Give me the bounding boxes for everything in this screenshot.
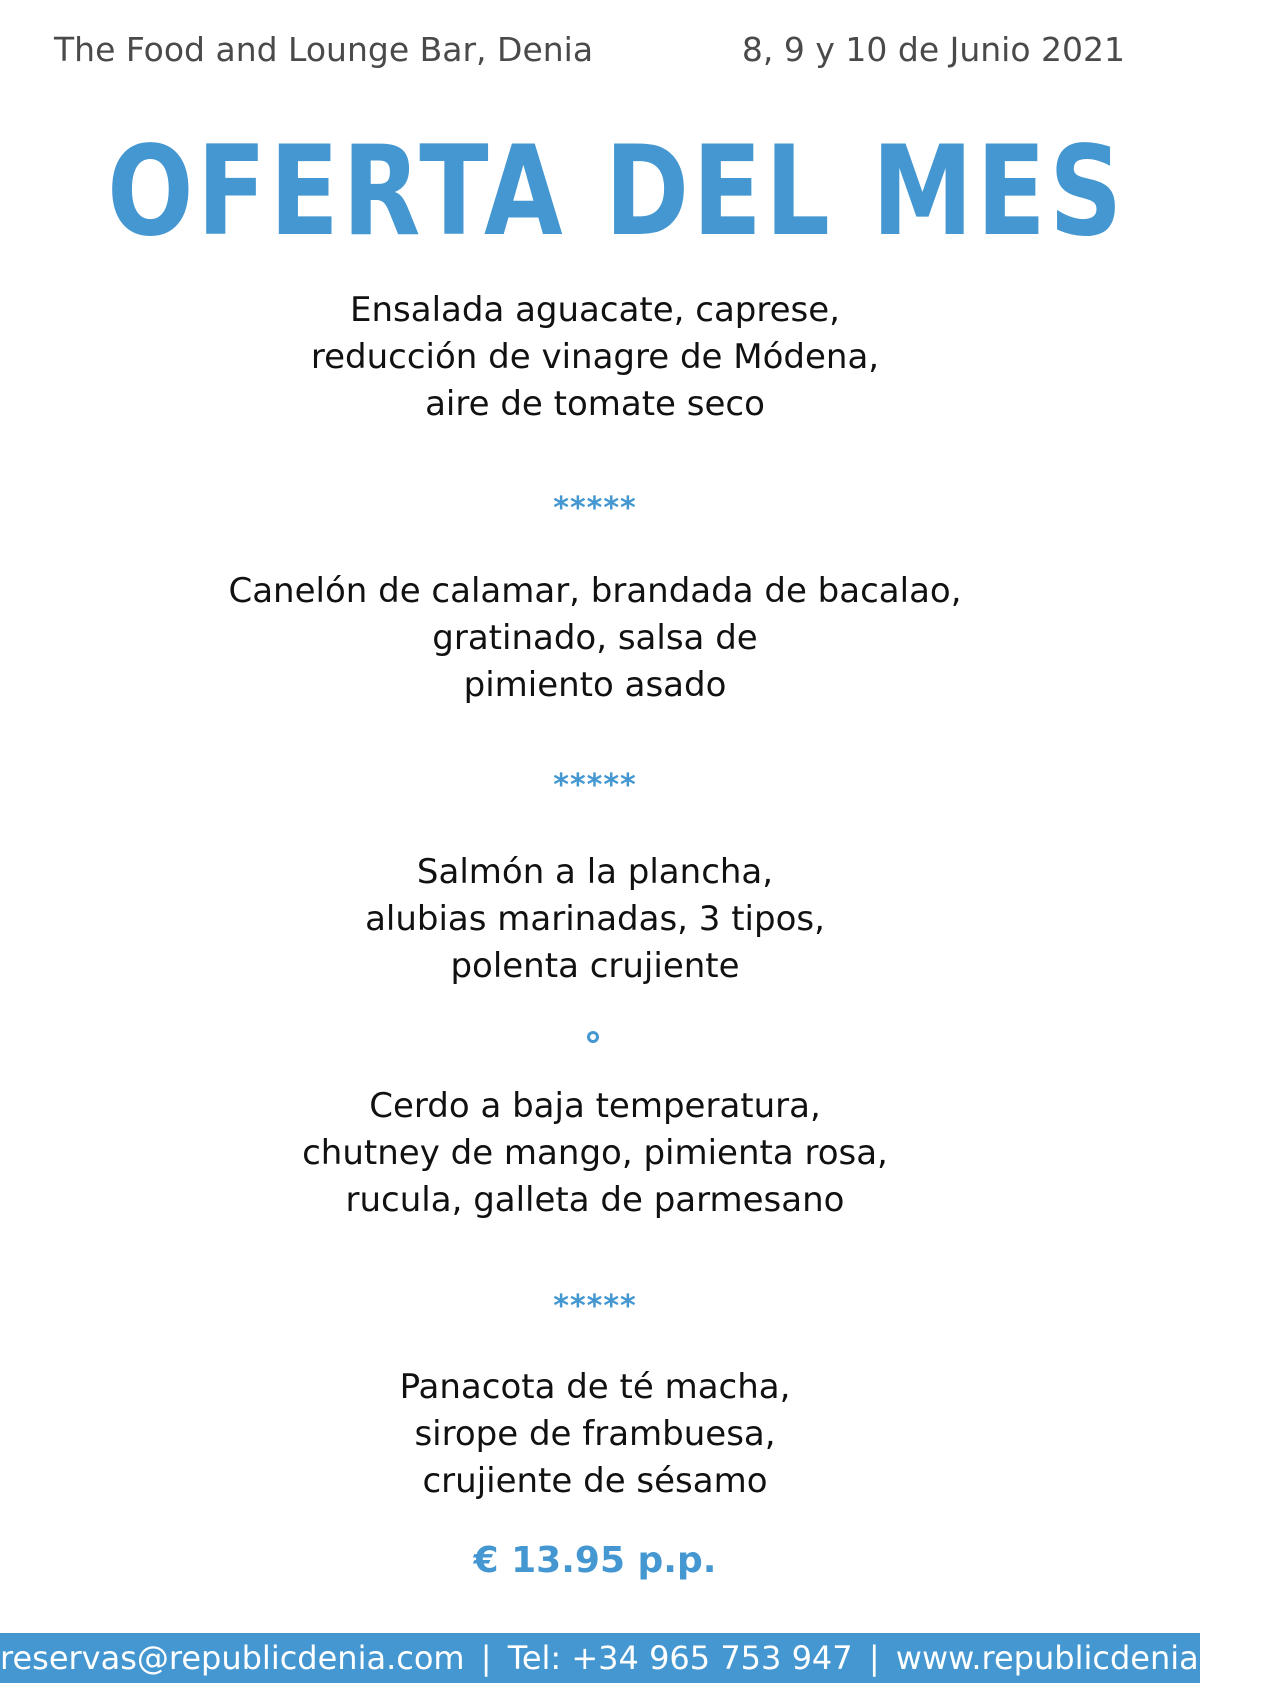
footer-website-link[interactable]: www.republicdenia.com xyxy=(895,1639,1277,1677)
course-separator: ***** xyxy=(553,491,637,526)
course-line: pimiento asado xyxy=(463,665,727,705)
course-line: rucula, galleta de parmesano xyxy=(345,1180,845,1220)
course-main-pork xyxy=(0,1083,1190,1224)
course-dessert xyxy=(0,1364,1190,1505)
course-line: sirope de frambuesa, xyxy=(414,1414,776,1454)
course-line: Canelón de calamar, brandada de bacalao, xyxy=(228,571,962,611)
course-second xyxy=(0,568,1190,709)
or-separator-icon xyxy=(587,1031,599,1043)
course-line: gratinado, salsa de xyxy=(432,618,758,658)
course-main-fish xyxy=(0,849,1190,990)
course-line: Panacota de té macha, xyxy=(399,1367,791,1407)
course-line: Salmón a la plancha, xyxy=(416,852,774,892)
contact-footer xyxy=(0,1633,1277,1683)
course-line: chutney de mango, pimienta rosa, xyxy=(302,1133,888,1173)
course-line: Ensalada aguacate, caprese, xyxy=(350,290,840,330)
footer-phone-link[interactable]: Tel: +34 965 753 947 xyxy=(507,1639,853,1677)
course-line: crujiente de sésamo xyxy=(422,1461,768,1501)
course-line: Cerdo a baja temperatura, xyxy=(369,1086,821,1126)
event-dates: 8, 9 y 10 de Junio 2021 xyxy=(741,30,1125,69)
page-title: OFERTA DEL MES xyxy=(107,120,1126,264)
course-line: reducción de vinagre de Módena, xyxy=(310,337,880,377)
footer-divider: | xyxy=(480,1639,492,1677)
menu-price: € 13.95 p.p. xyxy=(473,1540,717,1581)
course-separator: ***** xyxy=(553,1289,637,1324)
venue-name: The Food and Lounge Bar, Denia xyxy=(54,30,594,69)
course-line: polenta crujiente xyxy=(450,946,740,986)
course-line: aire de tomate seco xyxy=(425,384,765,424)
course-starter xyxy=(0,287,1190,428)
course-separator: ***** xyxy=(553,768,637,803)
course-line: alubias marinadas, 3 tipos, xyxy=(365,899,825,939)
footer-email-link[interactable]: reservas@republicdenia.com xyxy=(0,1639,465,1677)
footer-divider: | xyxy=(868,1639,880,1677)
